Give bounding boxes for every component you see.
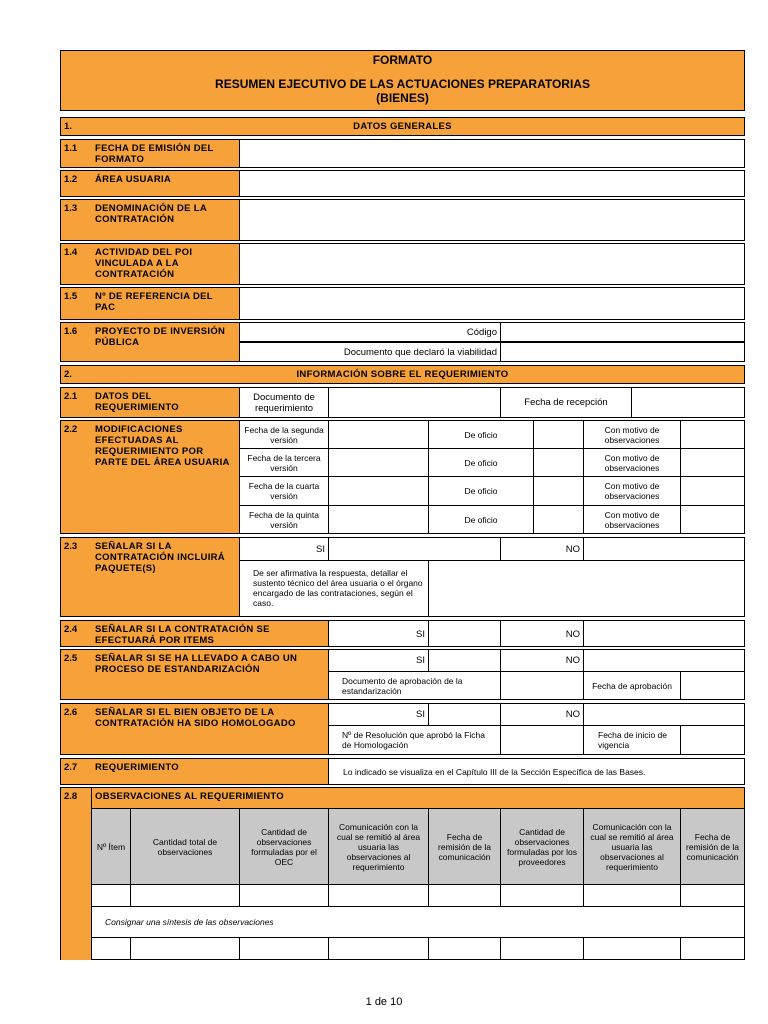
- row-1-3-label: [60, 199, 240, 241]
- row-1-4-label: [60, 243, 240, 285]
- row-number: 1.6: [64, 326, 78, 337]
- format-header: [60, 50, 745, 111]
- paquete-note: De ser afirmativa la respuesta, detallar el sustento técnico del área usuaria o el órgano encargado de las contrataciones, según el caso.: [239, 560, 429, 617]
- table-cell[interactable]: [130, 884, 240, 907]
- sintesis-placeholder: Consignar una síntesis de las observaciones: [105, 917, 274, 927]
- no-label: [500, 703, 584, 726]
- row-1-5-label: [60, 287, 240, 320]
- de-oficio-label: De oficio: [428, 420, 534, 449]
- table-cell[interactable]: [130, 937, 240, 960]
- de-oficio-field[interactable]: [533, 448, 584, 477]
- no-field[interactable]: [583, 649, 745, 672]
- row-1-6-label: [60, 322, 240, 362]
- si-field[interactable]: [428, 620, 501, 647]
- con-motivo-label: Con motivo de observaciones: [583, 505, 681, 534]
- row-label: ACTIVIDAD DEL POI VINCULADA A LA CONTRATACIÓN: [95, 247, 193, 280]
- requerimiento-text: Lo indicado se visualiza en el Capítulo III de la Sección Específica de las Bases.: [328, 758, 745, 785]
- no-text: NO: [565, 629, 580, 640]
- de-oficio-label: De oficio: [428, 505, 534, 534]
- row-label: PROYECTO DE INVERSIÓN PÚBLICA: [95, 326, 226, 348]
- con-motivo-label: Con motivo de observaciones: [583, 476, 681, 506]
- si-text: SI: [416, 655, 425, 666]
- codigo-field[interactable]: [500, 322, 745, 342]
- si-field[interactable]: [428, 649, 501, 672]
- table-cell[interactable]: [680, 937, 745, 960]
- row-2-2-label: [60, 420, 240, 534]
- de-oficio-field[interactable]: [533, 420, 584, 449]
- row-2-8-gutter: [60, 787, 92, 960]
- documento-viabilidad-field[interactable]: [500, 342, 745, 362]
- resolucion-homologacion-label: Nº de Resolución que aprobó la Ficha de Homologación: [328, 725, 501, 755]
- documento-requerimiento-label: Documento de requerimiento: [239, 387, 329, 418]
- row-number: 2.6: [64, 707, 78, 718]
- version-date-field[interactable]: [328, 448, 429, 477]
- section2-title: INFORMACIÓN SOBRE EL REQUERIMIENTO: [296, 369, 509, 380]
- row-number: 1.4: [64, 247, 78, 258]
- row-number: 1.3: [64, 203, 78, 214]
- format-title: FORMATO: [372, 53, 433, 67]
- si-label: [328, 649, 429, 672]
- version-date-field[interactable]: [328, 505, 429, 534]
- col-header: Nº Ítem: [91, 808, 131, 885]
- row-number: 1.1: [64, 143, 78, 154]
- codigo-label: [239, 322, 501, 342]
- row-label: ÁREA USUARIA: [95, 174, 172, 185]
- format-subtitle-line2: (BIENES): [376, 91, 429, 105]
- table-cell[interactable]: [91, 884, 131, 907]
- documento-viabilidad-text: Documento que declaró la viabilidad: [343, 347, 497, 358]
- row-2-4-label: [60, 620, 329, 647]
- si-label: [328, 703, 429, 726]
- table-cell[interactable]: [428, 884, 501, 907]
- format-subtitle-line1: RESUMEN EJECUTIVO DE LAS ACTUACIONES PREPARATORIAS: [215, 77, 590, 91]
- doc-aprobacion-field[interactable]: [500, 671, 584, 700]
- col-header: Cantidad de observaciones formuladas por los proveedores: [500, 808, 584, 885]
- table-cell[interactable]: [583, 937, 681, 960]
- no-text: NO: [565, 709, 580, 720]
- row-label: SEÑALAR SI LA CONTRATACIÓN INCLUIRÁ PAQUETE(S): [95, 541, 225, 574]
- table-cell[interactable]: [328, 884, 429, 907]
- section2-header: [60, 365, 745, 384]
- row-2-5-label: [60, 649, 329, 700]
- version-label: Fecha de la cuarta versión: [239, 476, 329, 506]
- section1-number: 1.: [64, 121, 72, 132]
- table-cell[interactable]: [500, 937, 584, 960]
- con-motivo-field[interactable]: [680, 476, 745, 506]
- doc-aprobacion-label: Documento de aprobación de la estandarización: [328, 671, 501, 700]
- row-label: MODIFICACIONES EFECTUADAS AL REQUERIMIENTO POR PARTE DEL ÁREA USUARIA: [95, 424, 230, 468]
- section2-number: 2.: [64, 369, 72, 380]
- section1-title: DATOS GENERALES: [353, 121, 452, 132]
- row-1-1-label: [60, 139, 240, 168]
- documento-viabilidad-label: [239, 342, 501, 362]
- row-label: Nº DE REFERENCIA DEL PAC: [95, 291, 213, 313]
- row-label: DENOMINACIÓN DE LA CONTRATACIÓN: [95, 203, 207, 225]
- table-cell[interactable]: [583, 884, 681, 907]
- row-number: 2.7: [64, 762, 78, 773]
- row-label: DATOS DEL REQUERIMIENTO: [95, 391, 179, 413]
- no-text: NO: [565, 544, 580, 555]
- de-oficio-label: De oficio: [428, 448, 534, 477]
- con-motivo-field[interactable]: [680, 448, 745, 477]
- row-number: 1.5: [64, 291, 78, 302]
- no-field[interactable]: [583, 703, 745, 726]
- si-label: [328, 620, 429, 647]
- con-motivo-label: Con motivo de observaciones: [583, 420, 681, 449]
- fecha-emision-field[interactable]: [239, 139, 745, 168]
- no-label: [500, 537, 584, 561]
- si-text: SI: [416, 709, 425, 720]
- row-label: SEÑALAR SI LA CONTRATACIÓN SE EFECTUARÁ POR ITEMS: [95, 624, 270, 646]
- no-field[interactable]: [583, 620, 745, 647]
- row-number: 2.1: [64, 391, 78, 402]
- col-header: Fecha de remisión de la comunicación: [428, 808, 501, 885]
- row-2-7-label: [60, 758, 329, 785]
- fecha-aprobacion-label: Fecha de aprobación: [583, 671, 681, 700]
- de-oficio-field[interactable]: [533, 476, 584, 506]
- fecha-vigencia-label: Fecha de inicio de vigencia: [583, 725, 681, 755]
- row-number: 2.5: [64, 653, 78, 664]
- row-1-2-label: [60, 170, 240, 197]
- version-label: Fecha de la tercera versión: [239, 448, 329, 477]
- de-oficio-field[interactable]: [533, 505, 584, 534]
- fecha-recepcion-field[interactable]: [631, 387, 745, 418]
- codigo-text: Código: [466, 327, 497, 338]
- row-number: 2.4: [64, 624, 78, 635]
- sintesis-observaciones-field[interactable]: [91, 906, 745, 938]
- table-cell[interactable]: [500, 884, 584, 907]
- col-header: Cantidad de observaciones formuladas por el OEC: [239, 808, 329, 885]
- row-2-1-label: [60, 387, 240, 418]
- version-label: Fecha de la segunda versión: [239, 420, 329, 449]
- referencia-pac-field[interactable]: [239, 287, 745, 320]
- table-cell[interactable]: [328, 937, 429, 960]
- page-number: 1 de 10: [365, 996, 403, 1008]
- col-header: Fecha de remisión de la comunicación: [680, 808, 745, 885]
- table-cell[interactable]: [239, 884, 329, 907]
- format-subtitle: [61, 77, 744, 105]
- documento-requerimiento-field[interactable]: [328, 387, 501, 418]
- con-motivo-field[interactable]: [680, 505, 745, 534]
- row-label: SEÑALAR SI EL BIEN OBJETO DE LA CONTRATACIÓN HA SIDO HOMOLOGADO: [95, 707, 296, 729]
- version-date-field[interactable]: [328, 476, 429, 506]
- row-2-3-label: [60, 537, 240, 617]
- version-label: Fecha de la quinta versión: [239, 505, 329, 534]
- no-text: NO: [565, 655, 580, 666]
- no-label: [500, 620, 584, 647]
- row-number: 2.3: [64, 541, 78, 552]
- observaciones-header: [91, 787, 745, 809]
- fecha-aprobacion-field[interactable]: [680, 671, 745, 700]
- actividad-poi-field[interactable]: [239, 243, 745, 285]
- row-label: REQUERIMIENTO: [95, 762, 179, 773]
- si-text: SI: [316, 544, 325, 555]
- table-cell[interactable]: [680, 884, 745, 907]
- fecha-vigencia-field[interactable]: [680, 725, 745, 755]
- row-number: 1.2: [64, 174, 78, 185]
- si-label: [239, 537, 329, 561]
- col-header: Cantidad total de observaciones: [130, 808, 240, 885]
- con-motivo-label: Con motivo de observaciones: [583, 448, 681, 477]
- row-2-6-label: [60, 703, 329, 755]
- observaciones-title: OBSERVACIONES AL REQUERIMIENTO: [95, 791, 284, 802]
- area-usuaria-field[interactable]: [239, 170, 745, 197]
- no-field[interactable]: [583, 537, 745, 561]
- col-header: Comunicación con la cual se remitió al área usuaria las observaciones al requerimiento: [583, 808, 681, 885]
- denominacion-field[interactable]: [239, 199, 745, 241]
- no-label: [500, 649, 584, 672]
- de-oficio-label: De oficio: [428, 476, 534, 506]
- col-header: Comunicación con la cual se remitió al área usuaria las observaciones al requerimiento: [328, 808, 429, 885]
- version-date-field[interactable]: [328, 420, 429, 449]
- paquete-sustento-field[interactable]: [428, 560, 745, 617]
- fecha-recepcion-label: Fecha de recepción: [500, 387, 632, 418]
- resolucion-homologacion-field[interactable]: [500, 725, 584, 755]
- row-label: SEÑALAR SI SE HA LLEVADO A CABO UN PROCESO DE ESTANDARIZACIÓN: [95, 653, 298, 675]
- row-number: 2.2: [64, 424, 78, 435]
- si-field[interactable]: [428, 703, 501, 726]
- table-cell[interactable]: [239, 937, 329, 960]
- si-text: SI: [416, 629, 425, 640]
- row-label: FECHA DE EMISIÓN DEL FORMATO: [95, 143, 214, 165]
- con-motivo-field[interactable]: [680, 420, 745, 449]
- section1-header: [60, 117, 745, 136]
- row-number: 2.8: [64, 791, 78, 802]
- si-field[interactable]: [328, 537, 501, 561]
- table-cell[interactable]: [91, 937, 131, 960]
- table-cell[interactable]: [428, 937, 501, 960]
